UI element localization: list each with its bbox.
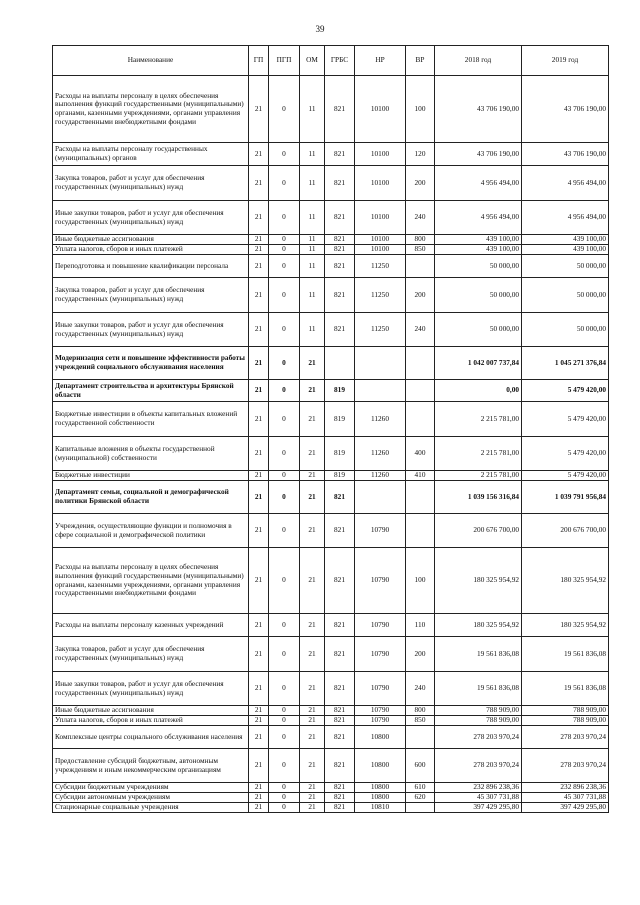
cell-name: Бюджетные инвестиции — [53, 471, 249, 481]
cell-gp: 21 — [249, 313, 269, 347]
cell-2019: 5 479 420,00 — [522, 471, 609, 481]
cell-gp: 21 — [249, 437, 269, 471]
cell-nr: 10790 — [355, 672, 406, 706]
cell-vr — [406, 803, 435, 813]
cell-vr: 400 — [406, 437, 435, 471]
cell-2018: 439 100,00 — [435, 235, 522, 245]
cell-vr: 200 — [406, 166, 435, 201]
cell-gp: 21 — [249, 672, 269, 706]
cell-name: Уплата налогов, сборов и иных платежей — [53, 245, 249, 255]
cell-vr: 240 — [406, 672, 435, 706]
cell-2019: 19 561 836,08 — [522, 637, 609, 672]
cell-grbs: 821 — [325, 793, 355, 803]
cell-2018: 19 561 836,08 — [435, 637, 522, 672]
cell-grbs: 821 — [325, 716, 355, 726]
cell-grbs: 821 — [325, 235, 355, 245]
cell-name: Субсидии автономным учреждениям — [53, 793, 249, 803]
cell-nr: 10100 — [355, 143, 406, 166]
cell-vr: 610 — [406, 783, 435, 793]
cell-2018: 788 909,00 — [435, 716, 522, 726]
cell-2019: 5 479 420,00 — [522, 402, 609, 437]
cell-vr: 200 — [406, 278, 435, 313]
table-row — [53, 803, 609, 813]
cell-om: 21 — [300, 614, 325, 637]
cell-grbs: 819 — [325, 380, 355, 402]
cell-2019: 45 307 731,88 — [522, 793, 609, 803]
cell-name: Иные бюджетные ассигнования — [53, 706, 249, 716]
cell-gp: 21 — [249, 706, 269, 716]
cell-2019: 200 676 700,00 — [522, 514, 609, 548]
cell-pgp: 0 — [269, 347, 300, 380]
cell-gp: 21 — [249, 548, 269, 614]
cell-vr — [406, 726, 435, 749]
cell-vr: 850 — [406, 716, 435, 726]
cell-2019: 180 325 954,92 — [522, 614, 609, 637]
cell-grbs: 819 — [325, 402, 355, 437]
cell-grbs: 821 — [325, 514, 355, 548]
cell-pgp: 0 — [269, 793, 300, 803]
cell-2018: 180 325 954,92 — [435, 614, 522, 637]
cell-gp: 21 — [249, 76, 269, 143]
cell-grbs: 821 — [325, 166, 355, 201]
cell-gp: 21 — [249, 716, 269, 726]
table-row — [53, 749, 609, 783]
header-2018: 2018 год — [435, 46, 522, 76]
cell-2019: 5 479 420,00 — [522, 437, 609, 471]
cell-name: Расходы на выплаты персоналу государственных (муниципальных) органов — [53, 143, 249, 166]
cell-2019: 50 000,00 — [522, 255, 609, 278]
cell-nr: 10790 — [355, 637, 406, 672]
cell-name: Модернизация сети и повышение эффективности работы учреждений социального обслуживания населения — [53, 347, 249, 380]
header-grbs: ГРБС — [325, 46, 355, 76]
cell-grbs: 821 — [325, 201, 355, 235]
table-row — [53, 201, 609, 235]
cell-2018: 43 706 190,00 — [435, 76, 522, 143]
cell-2019: 50 000,00 — [522, 313, 609, 347]
table-row — [53, 278, 609, 313]
cell-vr: 600 — [406, 749, 435, 783]
cell-nr: 10800 — [355, 783, 406, 793]
cell-vr — [406, 402, 435, 437]
cell-nr: 10100 — [355, 201, 406, 235]
cell-om: 21 — [300, 749, 325, 783]
cell-pgp: 0 — [269, 402, 300, 437]
cell-om: 21 — [300, 471, 325, 481]
cell-name: Уплата налогов, сборов и иных платежей — [53, 716, 249, 726]
cell-2019: 43 706 190,00 — [522, 143, 609, 166]
cell-name: Закупка товаров, работ и услуг для обеспечения государственных (муниципальных) нужд — [53, 278, 249, 313]
cell-grbs: 821 — [325, 143, 355, 166]
table-row — [53, 245, 609, 255]
cell-om: 11 — [300, 76, 325, 143]
cell-2018: 50 000,00 — [435, 313, 522, 347]
cell-name: Капитальные вложения в объекты государственной (муниципальной) собственности — [53, 437, 249, 471]
cell-nr: 10100 — [355, 245, 406, 255]
cell-grbs: 821 — [325, 278, 355, 313]
cell-grbs: 821 — [325, 614, 355, 637]
cell-gp: 21 — [249, 278, 269, 313]
cell-pgp: 0 — [269, 143, 300, 166]
cell-om: 11 — [300, 255, 325, 278]
cell-name: Иные закупки товаров, работ и услуг для обеспечения государственных (муниципальных) нужд — [53, 672, 249, 706]
cell-name: Стационарные социальные учреждения — [53, 803, 249, 813]
cell-pgp: 0 — [269, 614, 300, 637]
cell-name: Учреждения, осуществляющие функции и полномочия в сфере социальной и демографической политики — [53, 514, 249, 548]
cell-2019: 180 325 954,92 — [522, 548, 609, 614]
cell-2019: 1 045 271 376,84 — [522, 347, 609, 380]
cell-om: 11 — [300, 143, 325, 166]
cell-nr: 10790 — [355, 614, 406, 637]
cell-om: 21 — [300, 402, 325, 437]
cell-om: 21 — [300, 481, 325, 514]
cell-name: Субсидии бюджетным учреждениям — [53, 783, 249, 793]
cell-name: Расходы на выплаты персоналу в целях обеспечения выполнения функций государственными (муниципальными) органами, казенными учреждениями, органами управления государственными внебюджетными фондами — [53, 76, 249, 143]
table-row — [53, 143, 609, 166]
header-name: Наименование — [53, 46, 249, 76]
cell-vr: 120 — [406, 143, 435, 166]
cell-gp: 21 — [249, 347, 269, 380]
table-row — [53, 437, 609, 471]
cell-gp: 21 — [249, 201, 269, 235]
cell-pgp: 0 — [269, 437, 300, 471]
cell-vr: 100 — [406, 76, 435, 143]
cell-vr — [406, 380, 435, 402]
cell-gp: 21 — [249, 614, 269, 637]
cell-gp: 21 — [249, 471, 269, 481]
header-vr: ВР — [406, 46, 435, 76]
cell-nr: 10800 — [355, 793, 406, 803]
cell-nr: 11250 — [355, 313, 406, 347]
cell-2019: 5 479 420,00 — [522, 380, 609, 402]
cell-grbs: 819 — [325, 437, 355, 471]
table-row — [53, 726, 609, 749]
cell-om: 21 — [300, 783, 325, 793]
cell-om: 21 — [300, 548, 325, 614]
cell-grbs — [325, 347, 355, 380]
cell-2018: 788 909,00 — [435, 706, 522, 716]
cell-nr: 10810 — [355, 803, 406, 813]
cell-nr: 10800 — [355, 726, 406, 749]
cell-name: Закупка товаров, работ и услуг для обеспечения государственных (муниципальных) нужд — [53, 166, 249, 201]
cell-2018: 0,00 — [435, 380, 522, 402]
cell-grbs: 821 — [325, 706, 355, 716]
cell-vr: 800 — [406, 706, 435, 716]
cell-pgp: 0 — [269, 726, 300, 749]
cell-2018: 43 706 190,00 — [435, 143, 522, 166]
cell-om: 11 — [300, 278, 325, 313]
cell-gp: 21 — [249, 380, 269, 402]
cell-vr: 240 — [406, 313, 435, 347]
cell-grbs: 821 — [325, 481, 355, 514]
table-row — [53, 614, 609, 637]
table-row — [53, 313, 609, 347]
cell-vr: 100 — [406, 548, 435, 614]
budget-table — [52, 45, 609, 813]
cell-2019: 788 909,00 — [522, 706, 609, 716]
cell-2019: 232 896 238,36 — [522, 783, 609, 793]
table-row — [53, 471, 609, 481]
cell-name: Комплексные центры социального обслуживания населения — [53, 726, 249, 749]
cell-grbs: 821 — [325, 726, 355, 749]
cell-grbs: 821 — [325, 637, 355, 672]
cell-pgp: 0 — [269, 548, 300, 614]
cell-nr: 10800 — [355, 749, 406, 783]
cell-vr — [406, 347, 435, 380]
cell-2018: 2 215 781,00 — [435, 471, 522, 481]
cell-gp: 21 — [249, 143, 269, 166]
cell-pgp: 0 — [269, 803, 300, 813]
cell-name: Департамент строительства и архитектуры Брянской области — [53, 380, 249, 402]
table-row — [53, 402, 609, 437]
cell-grbs: 821 — [325, 803, 355, 813]
cell-name: Переподготовка и повышение квалификации персонала — [53, 255, 249, 278]
cell-gp: 21 — [249, 481, 269, 514]
cell-name: Бюджетные инвестиции в объекты капитальных вложений государственной собственности — [53, 402, 249, 437]
cell-nr: 11250 — [355, 255, 406, 278]
cell-pgp: 0 — [269, 471, 300, 481]
table-row — [53, 783, 609, 793]
cell-pgp: 0 — [269, 201, 300, 235]
cell-pgp: 0 — [269, 255, 300, 278]
cell-name: Иные бюджетные ассигнования — [53, 235, 249, 245]
cell-pgp: 0 — [269, 278, 300, 313]
table-header — [53, 46, 609, 76]
table-row — [53, 514, 609, 548]
cell-pgp: 0 — [269, 235, 300, 245]
cell-2019: 397 429 295,80 — [522, 803, 609, 813]
cell-om: 21 — [300, 706, 325, 716]
cell-pgp: 0 — [269, 637, 300, 672]
cell-grbs: 821 — [325, 548, 355, 614]
cell-name: Расходы на выплаты персоналу в целях обеспечения выполнения функций государственными (муниципальными) органами, казенными учреждениями, органами управления государственными внебюджетными фондами — [53, 548, 249, 614]
header-2019: 2019 год — [522, 46, 609, 76]
cell-om: 21 — [300, 637, 325, 672]
cell-pgp: 0 — [269, 749, 300, 783]
cell-nr: 10100 — [355, 235, 406, 245]
cell-grbs: 821 — [325, 245, 355, 255]
cell-pgp: 0 — [269, 245, 300, 255]
cell-name: Департамент семьи, социальной и демографической политики Брянской области — [53, 481, 249, 514]
cell-2018: 2 215 781,00 — [435, 402, 522, 437]
cell-pgp: 0 — [269, 313, 300, 347]
table-row — [53, 716, 609, 726]
cell-2019: 439 100,00 — [522, 235, 609, 245]
cell-vr: 850 — [406, 245, 435, 255]
cell-gp: 21 — [249, 637, 269, 672]
cell-2018: 200 676 700,00 — [435, 514, 522, 548]
cell-nr: 10100 — [355, 76, 406, 143]
cell-gp: 21 — [249, 166, 269, 201]
cell-2018: 1 042 007 737,84 — [435, 347, 522, 380]
cell-2019: 43 706 190,00 — [522, 76, 609, 143]
cell-2019: 278 203 970,24 — [522, 726, 609, 749]
cell-nr: 11260 — [355, 471, 406, 481]
cell-vr: 620 — [406, 793, 435, 803]
table-row — [53, 380, 609, 402]
cell-om: 11 — [300, 166, 325, 201]
cell-pgp: 0 — [269, 783, 300, 793]
cell-name: Иные закупки товаров, работ и услуг для обеспечения государственных (муниципальных) нужд — [53, 313, 249, 347]
cell-nr: 11260 — [355, 437, 406, 471]
cell-2018: 397 429 295,80 — [435, 803, 522, 813]
cell-2019: 4 956 494,00 — [522, 201, 609, 235]
cell-2019: 4 956 494,00 — [522, 166, 609, 201]
cell-om: 21 — [300, 716, 325, 726]
cell-grbs: 821 — [325, 783, 355, 793]
cell-2018: 1 039 156 316,84 — [435, 481, 522, 514]
cell-name: Предоставление субсидий бюджетным, автономным учреждениям и иным некоммерческим организациям — [53, 749, 249, 783]
table-row — [53, 793, 609, 803]
cell-pgp: 0 — [269, 706, 300, 716]
cell-nr: 10790 — [355, 548, 406, 614]
cell-nr: 11250 — [355, 278, 406, 313]
cell-om: 21 — [300, 793, 325, 803]
cell-2018: 45 307 731,88 — [435, 793, 522, 803]
cell-2019: 1 039 791 956,84 — [522, 481, 609, 514]
cell-vr: 110 — [406, 614, 435, 637]
table-row — [53, 347, 609, 380]
cell-name: Закупка товаров, работ и услуг для обеспечения государственных (муниципальных) нужд — [53, 637, 249, 672]
cell-2019: 439 100,00 — [522, 245, 609, 255]
cell-grbs: 821 — [325, 672, 355, 706]
cell-gp: 21 — [249, 402, 269, 437]
cell-name: Иные закупки товаров, работ и услуг для обеспечения государственных (муниципальных) нужд — [53, 201, 249, 235]
cell-2018: 50 000,00 — [435, 278, 522, 313]
table-row — [53, 166, 609, 201]
cell-2018: 278 203 970,24 — [435, 726, 522, 749]
cell-grbs: 821 — [325, 749, 355, 783]
cell-vr: 800 — [406, 235, 435, 245]
table-row — [53, 672, 609, 706]
header-nr: НР — [355, 46, 406, 76]
cell-pgp: 0 — [269, 672, 300, 706]
cell-nr: 10790 — [355, 706, 406, 716]
cell-om: 21 — [300, 437, 325, 471]
header-om: ОМ — [300, 46, 325, 76]
cell-2019: 278 203 970,24 — [522, 749, 609, 783]
cell-nr — [355, 347, 406, 380]
cell-2018: 180 325 954,92 — [435, 548, 522, 614]
cell-pgp: 0 — [269, 380, 300, 402]
cell-vr: 410 — [406, 471, 435, 481]
table-body — [53, 76, 609, 813]
cell-pgp: 0 — [269, 166, 300, 201]
cell-pgp: 0 — [269, 481, 300, 514]
cell-vr — [406, 514, 435, 548]
header-gp: ГП — [249, 46, 269, 76]
cell-gp: 21 — [249, 235, 269, 245]
cell-vr: 200 — [406, 637, 435, 672]
table-row — [53, 548, 609, 614]
cell-nr: 10100 — [355, 166, 406, 201]
cell-pgp: 0 — [269, 76, 300, 143]
cell-2018: 4 956 494,00 — [435, 201, 522, 235]
cell-vr — [406, 481, 435, 514]
cell-om: 11 — [300, 235, 325, 245]
cell-gp: 21 — [249, 803, 269, 813]
cell-gp: 21 — [249, 793, 269, 803]
cell-2018: 4 956 494,00 — [435, 166, 522, 201]
cell-nr — [355, 481, 406, 514]
cell-nr — [355, 380, 406, 402]
cell-2018: 278 203 970,24 — [435, 749, 522, 783]
cell-gp: 21 — [249, 245, 269, 255]
table-row — [53, 637, 609, 672]
cell-nr: 10790 — [355, 514, 406, 548]
cell-om: 21 — [300, 726, 325, 749]
cell-2019: 50 000,00 — [522, 278, 609, 313]
cell-gp: 21 — [249, 749, 269, 783]
cell-2018: 2 215 781,00 — [435, 437, 522, 471]
cell-vr: 240 — [406, 201, 435, 235]
cell-grbs: 821 — [325, 255, 355, 278]
cell-pgp: 0 — [269, 716, 300, 726]
cell-grbs: 819 — [325, 471, 355, 481]
table-row — [53, 481, 609, 514]
cell-nr: 11260 — [355, 402, 406, 437]
cell-2018: 50 000,00 — [435, 255, 522, 278]
cell-grbs: 821 — [325, 313, 355, 347]
cell-om: 21 — [300, 672, 325, 706]
header-pgp: ПГП — [269, 46, 300, 76]
cell-gp: 21 — [249, 514, 269, 548]
table-row — [53, 706, 609, 716]
cell-gp: 21 — [249, 726, 269, 749]
cell-om: 11 — [300, 245, 325, 255]
table-row — [53, 255, 609, 278]
cell-2018: 19 561 836,08 — [435, 672, 522, 706]
cell-name: Расходы на выплаты персоналу казенных учреждений — [53, 614, 249, 637]
cell-grbs: 821 — [325, 76, 355, 143]
cell-2019: 19 561 836,08 — [522, 672, 609, 706]
cell-vr — [406, 255, 435, 278]
table-row — [53, 76, 609, 143]
cell-gp: 21 — [249, 255, 269, 278]
cell-2019: 788 909,00 — [522, 716, 609, 726]
cell-om: 21 — [300, 803, 325, 813]
table-row — [53, 235, 609, 245]
cell-om: 21 — [300, 347, 325, 380]
cell-nr: 10790 — [355, 716, 406, 726]
cell-om: 11 — [300, 201, 325, 235]
cell-pgp: 0 — [269, 514, 300, 548]
cell-om: 11 — [300, 313, 325, 347]
cell-2018: 232 896 238,36 — [435, 783, 522, 793]
cell-om: 21 — [300, 380, 325, 402]
cell-gp: 21 — [249, 783, 269, 793]
cell-om: 21 — [300, 514, 325, 548]
cell-2018: 439 100,00 — [435, 245, 522, 255]
page-number: 39 — [315, 24, 325, 34]
